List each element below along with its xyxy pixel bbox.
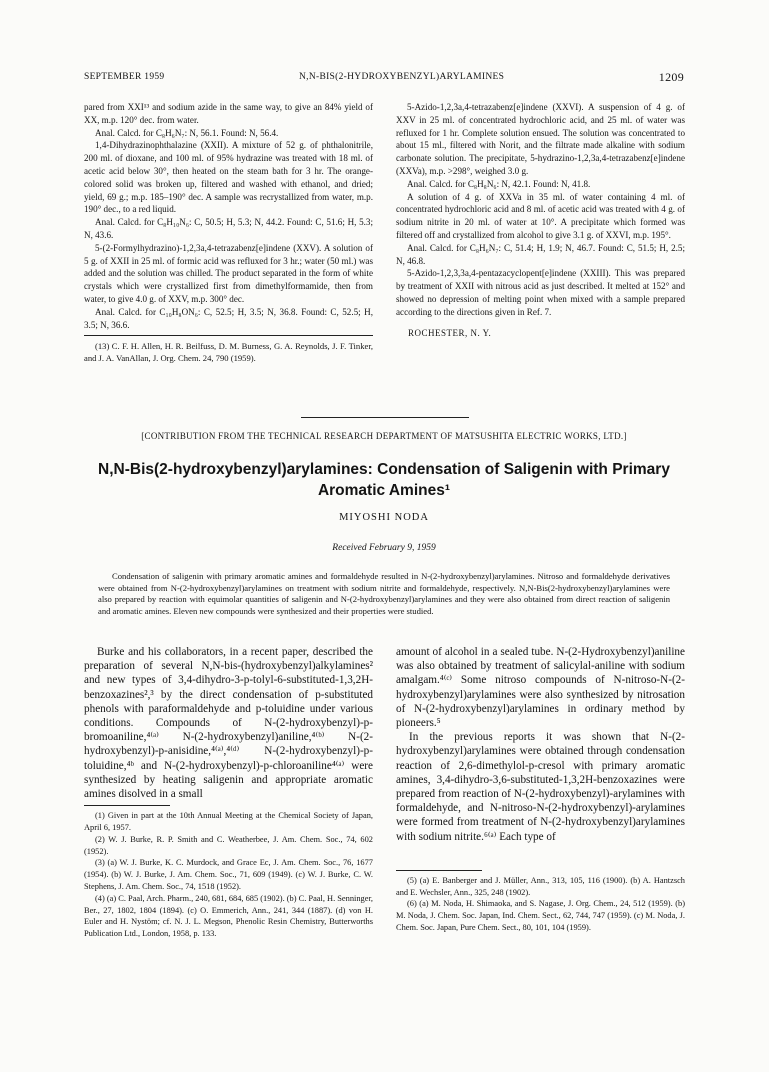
footnote: (3) (a) W. J. Burke, K. C. Murdock, and Grace Ec, J. Am. Chem. Soc., 76, 1677 (1954). (b) W. J. Burke, J. Am. Chem. Soc., 71, 609 (1949). (c) W. J. Burke, C. W. Stephens, J. Am. Chem. Soc., 74, 1518 (1952). (84, 858, 373, 892)
header-running-title: N,N-BIS(2-HYDROXYBENZYL)ARYLAMINES (299, 72, 505, 82)
article-title (84, 459, 684, 501)
body-text (84, 645, 373, 801)
footnote-rule (84, 335, 373, 336)
page-number: 1209 (658, 70, 684, 84)
abstract: Condensation of saligenin with primary aromatic amines and formaldehyde resulted in N-(2-hydroxybenzyl)arylamines. Nitroso and formaldehyde derivatives were obtained from N-(2-hydroxybenzyl)arylamines on treatment with sodium nitrite and formaldehyde, respectively. N,N-Bis(2-hydroxybenzyl)arylamines were also prepared by reaction with equimolar quantities of saligenin and N-(2-hydroxybenzyl)arylamines and they were also obtained from direct reaction of saligenin and aromatic amines. Eleven new compounds were synthesized and their properties were studied. (98, 571, 670, 616)
section-divider (301, 417, 469, 418)
paragraph: In the previous reports it was shown that N-(2-hydroxybenzyl)arylamines were obtained through condensation reaction of 2,6-dimethylol-p-cresol with primary aromatic amines, 3,4-dihydro-3,6-substituted-1,3,2H-benzoxazines were prepared from reaction of N-(2-hydroxybenzyl)-arylamines with formaldehyde, and N-nitroso-N-(2-hydroxybenzyl)-arylamines were formed from treatment of N-(2-hydroxybenzyl)arylamines with sodium nitrite.⁶⁽ᵃ⁾ Each type of (396, 731, 685, 843)
analysis-line: Anal. Calcd. for C₈H₈N₆: N, 42.1. Found: N, 41.8. (407, 178, 591, 189)
contribution-line: [CONTRIBUTION FROM THE TECHNICAL RESEARCH DEPARTMENT OF MATSUSHITA ELECTRIC WORKS, LTD.] (141, 431, 627, 441)
paragraph: 5-Azido-1,2,3,3a,4-pentazacyclopent[e]indene (XXIII). This was prepared by treatment of XXII with nitrous acid as just described. It melted at 152° and showed no depression of melting point when mixed with a sample prepared according to the directions given in Ref. 7. (396, 268, 685, 317)
top-left-column (84, 101, 373, 364)
analysis-line: Anal. Calcd. for C₈H₁₀N₆: C, 50.5; H, 5.3; N, 44.2. Found: C, 51.6; H, 5.3; N, 43.6. (84, 217, 373, 240)
footnote-rule (84, 805, 170, 806)
paragraph: 5-(2-Formylhydrazino)-1,2,3a,4-tetrazabenz[e]indene (XXV). A solution of 5 g. of XXII in 25 ml. of formic acid was refluxed for 3 hr.; water (50 ml.) was added and the solution was chilled. The product separated in the form of white crystals which were crystallized first from dimethylformamide, then from water, to give 4.0 g. of XXV, m.p. 300° dec. (84, 242, 373, 304)
analysis-line: Anal. Calcd. for C₁₀H₈ON₆: C, 52.5; H, 3.5; N, 36.8. Found: C, 52.5; H, 3.5; N, 36.6. (84, 306, 373, 330)
paragraph: 1,4-Dihydrazinophthalazine (XXII). A mixture of 52 g. of phthalonitrile, 200 ml. of dioxane, and 100 ml. of 95% hydrazine was treated with 18 ml. of acetic acid below 30°, then heated on the steam bath for 3 hr. The orange-colored solid was broken up, filtered and washed with ethanol, and dried; yield, 69 g.; m.p. 185–190° dec. A sample was recrystallized from water, m.p. 190° dec., to a red liquid. (84, 140, 373, 215)
body-text (396, 645, 685, 844)
footnote: (1) Given in part at the 10th Annual Meeting at the Chemical Society of Japan, April 6, 1957. (84, 811, 373, 833)
paragraph: pared from XXI¹³ and sodium azide in the same way, to give an 84% yield of XX, m.p. 120° dec. from water. (84, 102, 373, 125)
article-title-line-1: N,N-Bis(2-hydroxybenzyl)arylamines: Condensation of Saligenin with Primary (98, 461, 670, 478)
spacer (396, 844, 685, 866)
footnote-rule (396, 870, 482, 871)
running-header (84, 72, 684, 88)
header-date: SEPTEMBER 1959 (84, 72, 165, 82)
footnote: (13) C. F. H. Allen, H. R. Beilfuss, D. M. Burness, G. A. Reynolds, J. F. Tinker, and J. A. VanAllan, J. Org. Chem. 24, 790 (1959). (84, 341, 373, 364)
top-right-column (396, 101, 685, 339)
footnote: (2) W. J. Burke, R. P. Smith and C. Weatherbee, J. Am. Chem. Soc., 74, 602 (1952). (84, 834, 373, 856)
analysis-line: Anal. Calcd. for C₈H₆N₇: C, 51.4; H, 1.9; N, 46.7. Found: C, 51.5; H, 2.5; N, 46.8. (396, 242, 685, 266)
paragraph: amount of alcohol in a sealed tube. N-(2-Hydroxybenzyl)aniline was also obtained by treatment of salicylal-aniline with sodium amalgam.⁴⁽ᶜ⁾ Some nitroso compounds of N-nitroso-N-(2-hydroxybenzyl)arylamines were also synthesized by nitrosation of N-(2-hydroxybenzyl)arylamines in ordinary method by pioneers.⁵ (396, 646, 685, 730)
article-title-line-2: Aromatic Amines¹ (317, 482, 451, 499)
footnote: (4) (a) C. Paal, Arch. Pharm., 240, 681, 684, 685 (1902). (b) C. Paal, H. Senninger, Ber., 27, 1802, 1804 (1894). (c) O. Emmerich, Ann., 241, 344 (1887). (d) von H. Euler and H. Nystöm; cf. N. J. L. Megson, Phenolic Resin Chemistry, Butterworths Publication Ltd., London, 1958, p. 133. (84, 893, 373, 939)
paragraph: Burke and his collaborators, in a recent paper, described the preparation of several N,N-bis-(hydroxybenzyl)alkylamines² and new types of 3,4-dihydro-3-p-tolyl-6-substituted-1,3,2H-benzoxazines²,³ by the direct condensation of p-substituted phenols with paraformaldehyde and p-toluidine under various conditions. Compounds of N-(2-hydroxybenzyl)-p-bromoaniline,⁴⁽ᵃ⁾ N-(2-hydroxybenzyl)aniline,⁴⁽ᵇ⁾ N-(2-hydroxybenzyl)-p-anisidine,⁴⁽ᵃ⁾,⁴⁽ᵈ⁾ N-(2-hydroxybenzyl)-p-toluidine,⁴ᵇ and N-(2-hydroxybenzyl)-p-chloroaniline⁴⁽ᵃ⁾ were synthesized by heating saligenin and appropriate aromatic amines disolved in a small (84, 646, 373, 801)
author-name: MIYOSHI NODA (339, 512, 429, 523)
body-left-column (84, 645, 373, 940)
analysis-line: Anal. Calcd. for C₈H₆N₇: N, 56.1. Found: N, 56.4. (95, 127, 279, 138)
paragraph: A solution of 4 g. of XXVa in 35 ml. of water containing 4 ml. of concentrated hydrochloric acid and 8 ml. of acetic acid was treated with 4 g. of sodium nitrite in 20 ml. of water at 10°. A precipitate which formed was filtered off and crystallized from alcohol to give 3.1 g. of XXVI, m.p. 195°. (396, 191, 685, 240)
paragraph: 5-Azido-1,2,3a,4-tetrazabenz[e]indene (XXVI). A suspension of 4 g. of XXV in 25 ml. of concentrated hydrochloric acid, and 25 ml. of water was refluxed for 1 hr. Complete solution ensued. The solution was concentrated to about 15 ml., filtered with Norit, and the filtrate made alkaline with sodium carbonate solution. The precipitate, 5-hydrazino-1,2,3a,4-tetrazabenz[e]indene (XXVa), m.p. >298°, weighed 3.0 g. (396, 102, 685, 176)
footnote: (6) (a) M. Noda, H. Shimaoka, and S. Nagase, J. Org. Chem., 24, 512 (1959). (b) M. Noda, J. Chem. Soc. Japan, Ind. Chem. Sect., 62, 744, 747 (1959). (c) M. Noda, J. Chem. Soc. Japan, Pure Chem. Sect., 80, 101, 104 (1959). (396, 899, 685, 933)
received-date: Received February 9, 1959 (332, 543, 436, 553)
body-right-column (396, 645, 685, 934)
footnote: (5) (a) E. Banberger and J. Müller, Ann., 313, 105, 116 (1900). (b) A. Hantzsch and E. Wechsler, Ann., 325, 248 (1902). (396, 875, 685, 897)
location-signoff: ROCHESTER, N. Y. (408, 327, 492, 338)
